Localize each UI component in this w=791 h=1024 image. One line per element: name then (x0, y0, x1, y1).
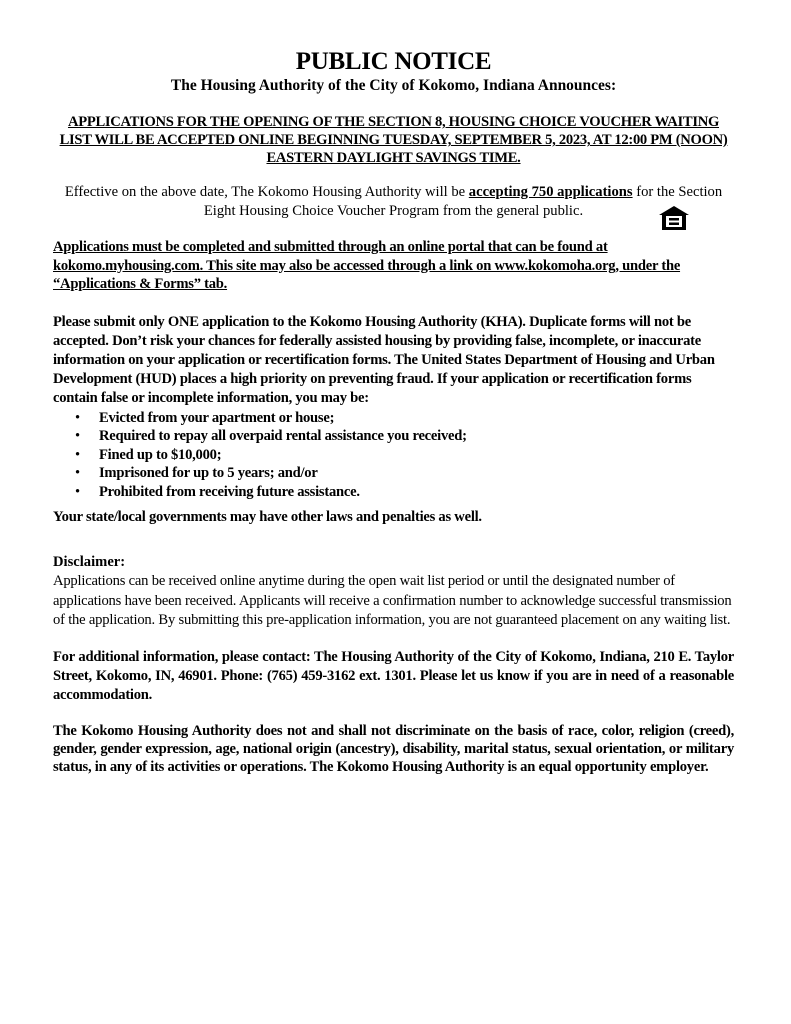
penalty-item: • Evicted from your apartment or house; (75, 409, 335, 426)
effective-paragraph (53, 183, 734, 221)
equal-housing-opportunity-icon (658, 205, 690, 231)
online-portal-notice: Applications must be completed and submitted through an online portal that can be found at kokomo.myhousing.com. This site may also be accessed through a link on www.kokomoha.org, under the “Applications & Forms” tab. (53, 239, 681, 292)
disclaimer-body: Applications can be received online anytime during the open wait list period or until the designated number of applications have been received. Applicants will receive a confirmation number to acknowledge successful transmission of the application. By submitting this pre-application information, you are not guaranteed placement on any waiting list. (53, 573, 732, 629)
effective-text-before: Effective on the above date, The Kokomo Housing Authority will be (64, 184, 469, 200)
disclaimer-label: Disclaimer: (53, 554, 126, 571)
effective-text-after: for the Section Eight Housing Choice Voucher Program from the general public. (203, 184, 723, 219)
bullet-icon: • (75, 483, 80, 500)
fraud-warning: Please submit only ONE application to the Kokomo Housing Authority (KHA). Duplicate forms will not be accepted. Don’t risk your chances for federally assisted housing by providing false, incomplete, or inaccurate information on your application or recertification forms. The United States Department of Housing and Urban Development (HUD) places a high priority on preventing fraud. If your application or recertification forms contain false or incomplete information, you may be: (53, 313, 715, 407)
state-laws-note: Your state/local governments may have other laws and penalties as well. (53, 509, 482, 526)
contact-info: For additional information, please contact: The Housing Authority of the City of Kokomo, Indiana, 210 E. Taylor Street, Kokomo, IN, 46901. Phone: (765) 459-3162 ext. 1301. Please let us know if you are in need of a reasonable accommodation. (53, 648, 734, 703)
penalty-item: • Required to repay all overpaid rental assistance you received; (75, 428, 467, 445)
penalty-item: • Imprisoned for up to 5 years; and/or (75, 465, 318, 482)
bullet-icon: • (75, 446, 80, 463)
bullet-icon: • (75, 409, 80, 426)
notice-subtitle: The Housing Authority of the City of Kokomo, Indiana Announces: (170, 77, 617, 94)
notice-title: PUBLIC NOTICE (295, 48, 492, 75)
penalty-item: • Prohibited from receiving future assistance. (75, 483, 360, 500)
bullet-icon: • (75, 465, 80, 482)
public-notice-page (53, 48, 734, 776)
penalties-list (53, 409, 734, 502)
applications-count-highlight: accepting 750 applications (468, 184, 633, 200)
penalty-item: • Fined up to $10,000; (75, 446, 222, 463)
nondiscrimination-statement: The Kokomo Housing Authority does not and shall not discriminate on the basis of race, color, religion (creed), gender, gender expression, age, national origin (ancestry), disability, marital status, sexual orientation, or military status, in any of its activities or operations. The Kokomo Housing Authority is an equal opportunity employer. (53, 722, 734, 775)
notice-headline: APPLICATIONS FOR THE OPENING OF THE SECTION 8, HOUSING CHOICE VOUCHER WAITING LIST WILL BE ACCEPTED ONLINE BEGINNING TUESDAY, SEPTEMBER 5, 2023, AT 12:00 PM (NOON) EASTERN DAYLIGHT SAVINGS TIME. (59, 114, 728, 166)
bullet-icon: • (75, 428, 80, 445)
